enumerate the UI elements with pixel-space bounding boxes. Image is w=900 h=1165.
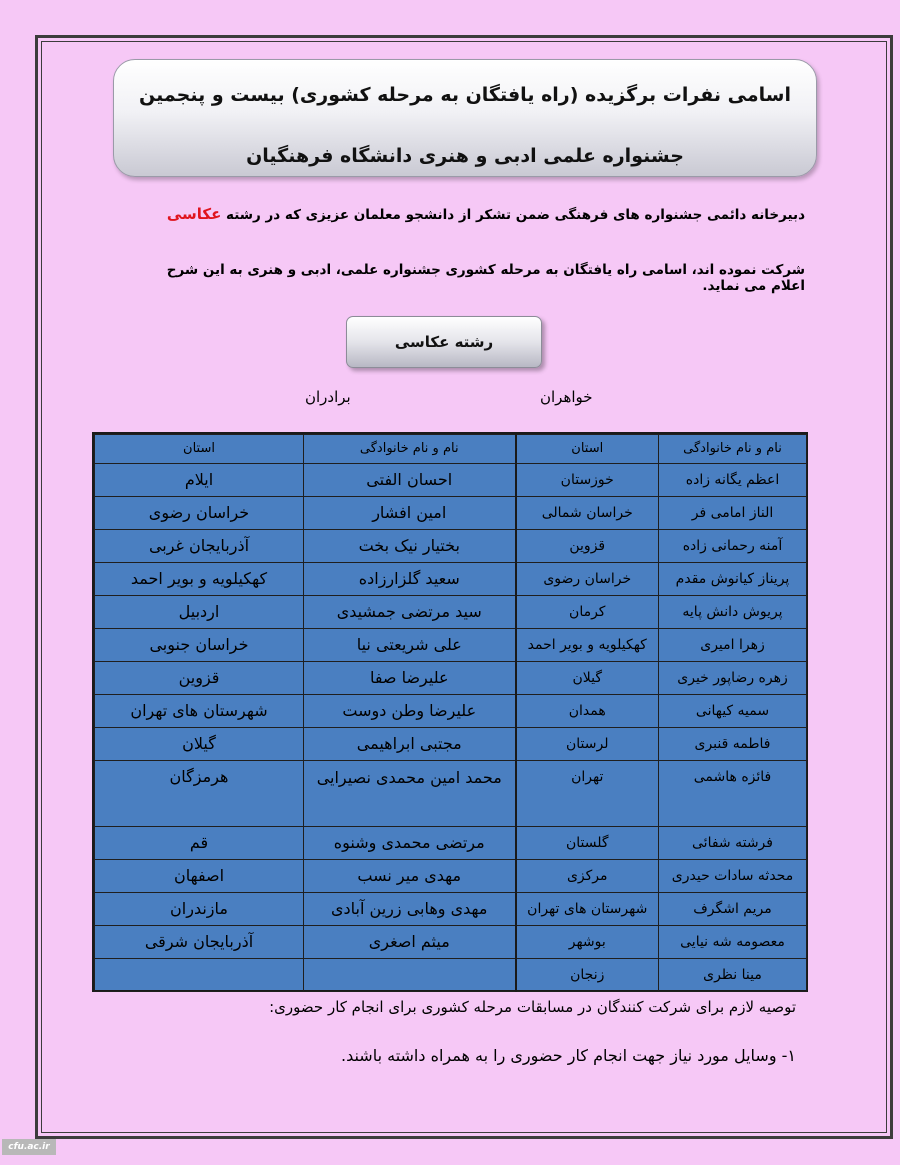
sister-name-cell: مریم اشگرف — [659, 893, 807, 926]
table-row — [95, 464, 807, 497]
sister-province-cell: خراسان رضوی — [516, 563, 659, 596]
brother-name-cell — [304, 959, 516, 992]
table-row — [95, 629, 807, 662]
brother-province-cell: کهکیلویه و بویر احمد — [95, 563, 304, 596]
sister-province-cell: قزوین — [516, 530, 659, 563]
winners-table — [92, 432, 808, 992]
table-row — [95, 926, 807, 959]
sister-province-cell: مرکزی — [516, 860, 659, 893]
sister-name-cell: زهره رضاپور خیری — [659, 662, 807, 695]
sister-name-cell: زهرا امیری — [659, 629, 807, 662]
brother-province-cell: شهرستان های تهران — [95, 695, 304, 728]
table-row — [95, 959, 807, 992]
header-sister-province: استان — [516, 435, 659, 464]
header-sister-name: نام و نام خانوادگی — [659, 435, 807, 464]
sister-name-cell: اعظم یگانه زاده — [659, 464, 807, 497]
table-row — [95, 662, 807, 695]
table-row — [95, 761, 807, 827]
sister-name-cell: فائزه هاشمی — [659, 761, 807, 827]
header-brother-province: استان — [95, 435, 304, 464]
brother-name-cell: بختیار نیک بخت — [304, 530, 516, 563]
brother-name-cell: مجتبی ابراهیمی — [304, 728, 516, 761]
table-row — [95, 530, 807, 563]
sister-name-cell: معصومه شه نیایی — [659, 926, 807, 959]
field-label-box: رشته عکاسی — [346, 316, 542, 368]
brother-name-cell: محمد امین محمدی نصیرایی — [304, 761, 516, 827]
brother-name-cell: احسان الفتی — [304, 464, 516, 497]
sister-province-cell: زنجان — [516, 959, 659, 992]
brother-name-cell: علیرضا وطن دوست — [304, 695, 516, 728]
sister-province-cell: لرستان — [516, 728, 659, 761]
brother-name-cell: امین افشار — [304, 497, 516, 530]
table-row — [95, 728, 807, 761]
sister-name-cell: آمنه رحمانی زاده — [659, 530, 807, 563]
brother-province-cell: قم — [95, 827, 304, 860]
table-row — [95, 827, 807, 860]
table-row — [95, 563, 807, 596]
footer-note: توصیه لازم برای شرکت کنندگان در مسابقات مرحله کشوری برای انجام کار حضوری: — [269, 998, 796, 1016]
sister-province-cell: گلستان — [516, 827, 659, 860]
sister-name-cell: فاطمه قنبری — [659, 728, 807, 761]
sister-province-cell: گیلان — [516, 662, 659, 695]
brother-province-cell: مازندران — [95, 893, 304, 926]
table-row — [95, 695, 807, 728]
brother-province-cell: گیلان — [95, 728, 304, 761]
table-row — [95, 860, 807, 893]
sister-province-cell: کرمان — [516, 596, 659, 629]
title-banner — [113, 59, 817, 177]
group-label-sisters: خواهران — [540, 388, 593, 406]
intro-paragraph-2: شرکت نموده اند، اسامی راه یافتگان به مرحله کشوری جشنواره علمی، ادبی و هنری به این شرح اعلام می نماید. — [166, 262, 805, 294]
sister-province-cell: شهرستان های تهران — [516, 893, 659, 926]
intro-paragraph-1 — [150, 205, 805, 223]
sister-province-cell: تهران — [516, 761, 659, 827]
sister-name-cell: مینا نظری — [659, 959, 807, 992]
brother-province-cell: اردبیل — [95, 596, 304, 629]
title-line-2: جشنواره علمی ادبی و هنری دانشگاه فرهنگیان — [246, 145, 684, 167]
table-row — [95, 497, 807, 530]
site-watermark: cfu.ac.ir — [2, 1139, 56, 1155]
brother-name-cell: میثم اصغری — [304, 926, 516, 959]
brother-province-cell: خراسان رضوی — [95, 497, 304, 530]
brother-name-cell: مهدی وهابی زرین آبادی — [304, 893, 516, 926]
sister-name-cell: الناز امامی فر — [659, 497, 807, 530]
brother-province-cell: خراسان جنوبی — [95, 629, 304, 662]
sister-province-cell: خراسان شمالی — [516, 497, 659, 530]
sister-name-cell: فرشته شفائی — [659, 827, 807, 860]
brother-name-cell: سید مرتضی جمشیدی — [304, 596, 516, 629]
brother-province-cell: آذربایجان غربی — [95, 530, 304, 563]
brother-province-cell: ایلام — [95, 464, 304, 497]
table-row — [95, 893, 807, 926]
sister-province-cell: همدان — [516, 695, 659, 728]
sister-name-cell: پریناز کیانوش مقدم — [659, 563, 807, 596]
brother-name-cell: علی شریعتی نیا — [304, 629, 516, 662]
intro-text: دبیرخانه دائمی جشنواره های فرهنگی ضمن تشکر از دانشجو معلمان عزیزی که در رشته — [226, 207, 805, 223]
group-label-brothers: برادران — [305, 388, 351, 406]
brother-province-cell: آذربایجان شرقی — [95, 926, 304, 959]
sister-name-cell: پریوش دانش پایه — [659, 596, 807, 629]
brother-province-cell: قزوین — [95, 662, 304, 695]
brother-name-cell: سعید گلزارزاده — [304, 563, 516, 596]
header-brother-name: نام و نام خانوادگی — [304, 435, 516, 464]
sister-province-cell: بوشهر — [516, 926, 659, 959]
sister-name-cell: سمیه کیهانی — [659, 695, 807, 728]
brother-province-cell: هرمزگان — [95, 761, 304, 827]
brother-province-cell — [95, 959, 304, 992]
field-highlight: عکاسی — [166, 205, 222, 223]
table-row — [95, 596, 807, 629]
brother-province-cell: اصفهان — [95, 860, 304, 893]
brother-name-cell: علیرضا صفا — [304, 662, 516, 695]
sister-province-cell: خوزستان — [516, 464, 659, 497]
sister-name-cell: محدثه سادات حیدری — [659, 860, 807, 893]
brother-name-cell: مهدی میر نسب — [304, 860, 516, 893]
sister-province-cell: کهکیلویه و بویر احمد — [516, 629, 659, 662]
brother-name-cell: مرتضی محمدی وشنوه — [304, 827, 516, 860]
table-header-row — [95, 435, 807, 464]
title-line-1: اسامی نفرات برگزیده (راه یافتگان به مرحله کشوری) بیست و پنجمین — [139, 84, 791, 106]
footer-item-1: ۱- وسایل مورد نیاز جهت انجام کار حضوری را به همراه داشته باشند. — [340, 1046, 796, 1065]
